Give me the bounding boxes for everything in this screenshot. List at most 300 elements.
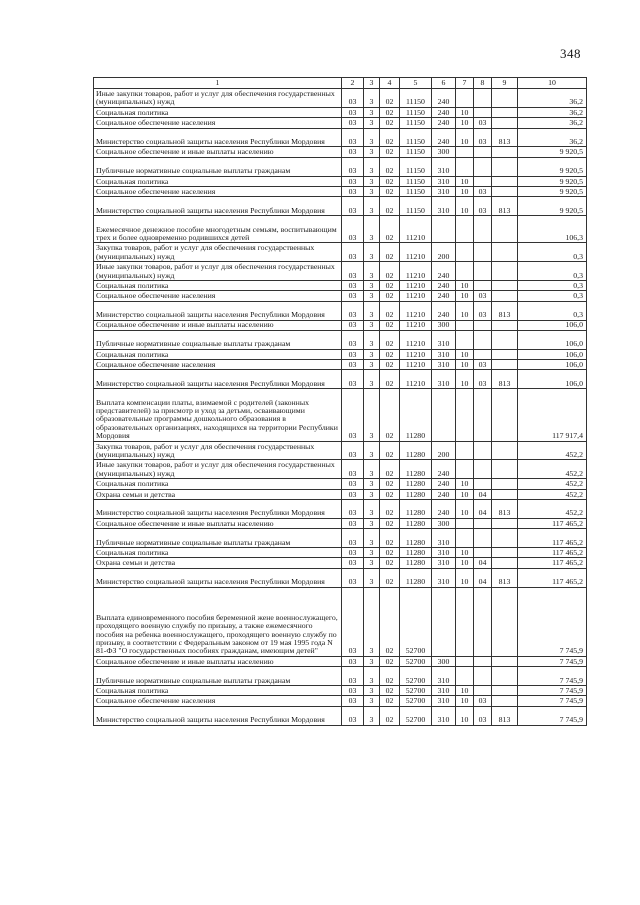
row-name-cell: Социальное обеспечение и иные выплаты населению [94,656,342,666]
row-name-cell: Публичные нормативные социальные выплаты гражданам [94,330,342,349]
code-cell-direction: 11280 [400,479,432,489]
code-cell-subprogram: 02 [380,107,400,117]
code-cell-subprogram: 02 [380,518,400,528]
code-cell-direction: 11210 [400,320,432,330]
amount-cell: 452,2 [518,489,587,499]
code-cell-ministry: 813 [492,568,518,587]
row-name-cell: Социальное обеспечение населения [94,360,342,370]
table-row [94,197,587,216]
code-cell-program: 3 [364,529,380,548]
code-cell-ministry [492,349,518,359]
code-cell-section: 10 [456,548,474,558]
table-row [94,706,587,725]
table-row [94,500,587,519]
code-cell-direction: 52700 [400,696,432,706]
code-cell-admin: 03 [342,696,364,706]
code-cell-section: 10 [456,558,474,568]
code-cell-subsection [474,667,492,686]
code-cell-expense-type [432,587,456,656]
code-cell-subsection [474,656,492,666]
code-cell-expense-type: 240 [432,301,456,320]
code-cell-program: 3 [364,360,380,370]
row-name-cell: Закупка товаров, работ и услуг для обеспечения государственных (муниципальных) нужд [94,243,342,262]
code-cell-program: 3 [364,706,380,725]
code-cell-ministry [492,696,518,706]
table-row [94,360,587,370]
amount-cell: 452,2 [518,479,587,489]
code-cell-ministry [492,118,518,128]
code-cell-section [456,89,474,108]
code-cell-admin: 03 [342,656,364,666]
code-cell-admin: 03 [342,280,364,290]
row-name-cell: Социальная политика [94,349,342,359]
table-row [94,548,587,558]
code-cell-section: 10 [456,107,474,117]
amount-cell: 117 465,2 [518,529,587,548]
table-row [94,243,587,262]
code-cell-subprogram: 02 [380,147,400,157]
code-cell-admin: 03 [342,500,364,519]
code-cell-subprogram: 02 [380,291,400,301]
code-cell-program: 3 [364,518,380,528]
code-cell-program: 3 [364,667,380,686]
code-cell-expense-type: 310 [432,197,456,216]
row-name-cell: Выплата единовременного пособия беременной жене военнослужащего, проходящего военную службу по призыву, а также ежемесячного пособия на ребенка военнослужащего, проходящего военную службу по призыву, в соответствии с Федеральным законом от 19 мая 1995 года N 81-ФЗ "О государственных пособиях гражданам, имеющим детей" [94,587,342,656]
code-cell-program: 3 [364,460,380,479]
row-name-cell: Социальное обеспечение населения [94,696,342,706]
code-cell-section [456,518,474,528]
code-cell-admin: 03 [342,685,364,695]
code-cell-direction: 11210 [400,280,432,290]
code-cell-ministry [492,147,518,157]
code-cell-subprogram: 02 [380,389,400,441]
table-row [94,558,587,568]
header-col-2: 2 [342,78,364,89]
code-cell-section [456,320,474,330]
code-cell-subprogram: 02 [380,441,400,460]
amount-cell: 106,0 [518,360,587,370]
code-cell-direction: 52700 [400,587,432,656]
code-cell-expense-type: 300 [432,320,456,330]
code-cell-admin: 03 [342,370,364,389]
code-cell-subsection: 03 [474,128,492,147]
code-cell-direction: 11280 [400,558,432,568]
code-cell-subprogram: 02 [380,568,400,587]
table-row [94,216,587,243]
table-row [94,320,587,330]
table-row [94,128,587,147]
code-cell-subprogram: 02 [380,656,400,666]
code-cell-subsection: 03 [474,696,492,706]
code-cell-subprogram: 02 [380,176,400,186]
row-name-cell: Публичные нормативные социальные выплаты гражданам [94,529,342,548]
amount-cell: 36,2 [518,118,587,128]
code-cell-direction: 11150 [400,128,432,147]
code-cell-program: 3 [364,587,380,656]
code-cell-admin: 03 [342,107,364,117]
code-cell-program: 3 [364,558,380,568]
code-cell-expense-type: 310 [432,685,456,695]
code-cell-subprogram: 02 [380,89,400,108]
code-cell-direction: 11280 [400,548,432,558]
code-cell-section: 10 [456,291,474,301]
code-cell-subprogram: 02 [380,157,400,176]
code-cell-program: 3 [364,176,380,186]
code-cell-program: 3 [364,389,380,441]
code-cell-ministry [492,280,518,290]
row-name-cell: Министерство социальной защиты населения Республики Мордовия [94,500,342,519]
code-cell-admin: 03 [342,489,364,499]
code-cell-section [456,262,474,281]
code-cell-admin: 03 [342,360,364,370]
code-cell-expense-type: 300 [432,518,456,528]
code-cell-admin: 03 [342,301,364,320]
code-cell-expense-type: 240 [432,128,456,147]
code-cell-direction: 11150 [400,176,432,186]
row-name-cell: Иные закупки товаров, работ и услуг для обеспечения государственных (муниципальных) нужд [94,460,342,479]
code-cell-section: 10 [456,280,474,290]
code-cell-section: 10 [456,500,474,519]
code-cell-ministry: 813 [492,301,518,320]
code-cell-program: 3 [364,500,380,519]
table-row [94,568,587,587]
amount-cell: 106,0 [518,320,587,330]
code-cell-section: 10 [456,360,474,370]
amount-cell: 0,3 [518,291,587,301]
code-cell-section [456,529,474,548]
amount-cell: 106,0 [518,330,587,349]
table-row [94,186,587,196]
code-cell-admin: 03 [342,548,364,558]
table-row [94,349,587,359]
code-cell-ministry [492,107,518,117]
code-cell-admin: 03 [342,176,364,186]
code-cell-direction: 11210 [400,216,432,243]
code-cell-expense-type [432,216,456,243]
code-cell-expense-type: 310 [432,548,456,558]
code-cell-direction: 11280 [400,568,432,587]
code-cell-section [456,157,474,176]
table-row [94,107,587,117]
code-cell-program: 3 [364,107,380,117]
header-col-1: 1 [94,78,342,89]
code-cell-direction: 11210 [400,301,432,320]
code-cell-subprogram: 02 [380,706,400,725]
code-cell-section: 10 [456,479,474,489]
amount-cell: 7 745,9 [518,656,587,666]
code-cell-program: 3 [364,291,380,301]
header-col-5: 5 [400,78,432,89]
amount-cell: 36,2 [518,128,587,147]
code-cell-admin: 03 [342,558,364,568]
code-cell-ministry [492,587,518,656]
row-name-cell: Министерство социальной защиты населения Республики Мордовия [94,370,342,389]
code-cell-section [456,460,474,479]
code-cell-subsection: 03 [474,197,492,216]
row-name-cell: Охрана семьи и детства [94,558,342,568]
code-cell-subprogram: 02 [380,262,400,281]
code-cell-ministry: 813 [492,128,518,147]
code-cell-admin: 03 [342,529,364,548]
table-row [94,280,587,290]
code-cell-subsection: 03 [474,370,492,389]
code-cell-direction: 11210 [400,243,432,262]
code-cell-subsection [474,389,492,441]
budget-table-container [93,77,586,726]
code-cell-expense-type: 240 [432,89,456,108]
code-cell-subsection: 04 [474,568,492,587]
code-cell-section: 10 [456,696,474,706]
code-cell-expense-type: 310 [432,360,456,370]
amount-cell: 0,3 [518,243,587,262]
code-cell-program: 3 [364,330,380,349]
amount-cell: 117 465,2 [518,558,587,568]
code-cell-subsection [474,107,492,117]
code-cell-ministry [492,262,518,281]
table-row [94,118,587,128]
code-cell-ministry [492,157,518,176]
code-cell-subprogram: 02 [380,558,400,568]
amount-cell: 7 745,9 [518,685,587,695]
code-cell-program: 3 [364,118,380,128]
code-cell-subsection [474,262,492,281]
code-cell-subprogram: 02 [380,685,400,695]
code-cell-section: 10 [456,197,474,216]
code-cell-subsection: 03 [474,706,492,725]
code-cell-expense-type: 310 [432,558,456,568]
code-cell-expense-type: 310 [432,186,456,196]
header-col-7: 7 [456,78,474,89]
code-cell-ministry [492,291,518,301]
amount-cell: 106,0 [518,370,587,389]
code-cell-subprogram: 02 [380,548,400,558]
amount-cell: 7 745,9 [518,667,587,686]
code-cell-ministry [492,360,518,370]
code-cell-expense-type: 240 [432,118,456,128]
code-cell-subprogram: 02 [380,370,400,389]
code-cell-direction: 11150 [400,147,432,157]
header-col-10: 10 [518,78,587,89]
header-col-8: 8 [474,78,492,89]
row-name-cell: Иные закупки товаров, работ и услуг для обеспечения государственных (муниципальных) нужд [94,89,342,108]
code-cell-expense-type: 240 [432,500,456,519]
row-name-cell: Социальное обеспечение населения [94,291,342,301]
table-row [94,89,587,108]
amount-cell: 36,2 [518,89,587,108]
table-row [94,389,587,441]
code-cell-ministry [492,320,518,330]
code-cell-subsection [474,89,492,108]
amount-cell: 0,3 [518,301,587,320]
code-cell-admin: 03 [342,197,364,216]
amount-cell: 0,3 [518,280,587,290]
code-cell-subsection [474,280,492,290]
code-cell-subsection [474,349,492,359]
row-name-cell: Иные закупки товаров, работ и услуг для обеспечения государственных (муниципальных) нужд [94,262,342,281]
code-cell-section [456,216,474,243]
code-cell-admin: 03 [342,667,364,686]
code-cell-admin: 03 [342,706,364,725]
code-cell-section: 10 [456,685,474,695]
code-cell-section [456,330,474,349]
code-cell-program: 3 [364,479,380,489]
code-cell-section: 10 [456,186,474,196]
code-cell-admin: 03 [342,330,364,349]
code-cell-direction: 11210 [400,262,432,281]
code-cell-subsection: 03 [474,301,492,320]
amount-cell: 9 920,5 [518,157,587,176]
table-row [94,441,587,460]
table-row [94,696,587,706]
code-cell-ministry [492,529,518,548]
code-cell-program: 3 [364,186,380,196]
row-name-cell: Социальное обеспечение и иные выплаты населению [94,320,342,330]
code-cell-expense-type [432,389,456,441]
table-row [94,157,587,176]
code-cell-direction: 11210 [400,330,432,349]
code-cell-admin: 03 [342,157,364,176]
code-cell-program: 3 [364,320,380,330]
row-name-cell: Публичные нормативные социальные выплаты гражданам [94,667,342,686]
code-cell-direction: 11150 [400,118,432,128]
code-cell-subprogram: 02 [380,216,400,243]
table-row [94,262,587,281]
code-cell-subprogram: 02 [380,349,400,359]
table-row [94,370,587,389]
code-cell-program: 3 [364,441,380,460]
code-cell-admin: 03 [342,587,364,656]
code-cell-direction: 52700 [400,656,432,666]
row-name-cell: Социальная политика [94,685,342,695]
code-cell-subsection: 04 [474,500,492,519]
code-cell-subprogram: 02 [380,587,400,656]
code-cell-ministry [492,330,518,349]
amount-cell: 117 917,4 [518,389,587,441]
code-cell-subsection [474,685,492,695]
code-cell-section: 10 [456,568,474,587]
code-cell-section [456,441,474,460]
amount-cell: 106,0 [518,349,587,359]
row-name-cell: Охрана семьи и детства [94,489,342,499]
code-cell-admin: 03 [342,186,364,196]
code-cell-program: 3 [364,685,380,695]
code-cell-ministry: 813 [492,370,518,389]
code-cell-subsection [474,243,492,262]
code-cell-direction: 11280 [400,460,432,479]
code-cell-direction: 11210 [400,370,432,389]
code-cell-program: 3 [364,128,380,147]
code-cell-subprogram: 02 [380,479,400,489]
code-cell-admin: 03 [342,389,364,441]
code-cell-program: 3 [364,243,380,262]
code-cell-admin: 03 [342,460,364,479]
row-name-cell: Министерство социальной защиты населения Республики Мордовия [94,568,342,587]
row-name-cell: Министерство социальной защиты населения Республики Мордовия [94,706,342,725]
code-cell-program: 3 [364,89,380,108]
row-name-cell: Выплата компенсации платы, взимаемой с родителей (законных представителей) за присмотр и уход за детьми, осваивающими образовательные программы дошкольного образования в образовательных организациях, находящихся на территории Республики Мордовия [94,389,342,441]
code-cell-section [456,587,474,656]
code-cell-program: 3 [364,349,380,359]
row-name-cell: Социальное обеспечение населения [94,118,342,128]
code-cell-program: 3 [364,280,380,290]
code-cell-section [456,147,474,157]
amount-cell: 452,2 [518,500,587,519]
code-cell-ministry [492,89,518,108]
code-cell-expense-type: 310 [432,696,456,706]
code-cell-direction: 11210 [400,349,432,359]
table-row [94,667,587,686]
code-cell-section: 10 [456,301,474,320]
code-cell-subsection [474,587,492,656]
code-cell-subprogram: 02 [380,667,400,686]
table-row [94,176,587,186]
code-cell-expense-type: 310 [432,667,456,686]
code-cell-program: 3 [364,147,380,157]
code-cell-program: 3 [364,568,380,587]
code-cell-section [456,389,474,441]
code-cell-subsection [474,176,492,186]
code-cell-subsection [474,479,492,489]
code-cell-program: 3 [364,489,380,499]
table-row [94,460,587,479]
table-row [94,147,587,157]
code-cell-section: 10 [456,118,474,128]
code-cell-admin: 03 [342,262,364,281]
code-cell-subprogram: 02 [380,128,400,147]
row-name-cell: Социальная политика [94,176,342,186]
code-cell-expense-type: 200 [432,441,456,460]
header-col-3: 3 [364,78,380,89]
code-cell-direction: 11210 [400,291,432,301]
code-cell-subsection [474,330,492,349]
code-cell-admin: 03 [342,349,364,359]
code-cell-section: 10 [456,128,474,147]
code-cell-direction: 11150 [400,157,432,176]
code-cell-admin: 03 [342,518,364,528]
table-row [94,301,587,320]
code-cell-admin: 03 [342,479,364,489]
code-cell-subprogram: 02 [380,186,400,196]
code-cell-program: 3 [364,370,380,389]
table-row [94,330,587,349]
code-cell-section [456,656,474,666]
code-cell-direction: 52700 [400,685,432,695]
amount-cell: 9 920,5 [518,197,587,216]
code-cell-expense-type: 240 [432,262,456,281]
code-cell-expense-type: 310 [432,529,456,548]
header-col-9: 9 [492,78,518,89]
code-cell-admin: 03 [342,441,364,460]
header-row [94,78,587,89]
code-cell-expense-type: 240 [432,479,456,489]
amount-cell: 9 920,5 [518,186,587,196]
code-cell-section: 10 [456,176,474,186]
code-cell-direction: 11280 [400,489,432,499]
code-cell-expense-type: 310 [432,330,456,349]
code-cell-admin: 03 [342,320,364,330]
code-cell-expense-type: 200 [432,243,456,262]
code-cell-subprogram: 02 [380,243,400,262]
code-cell-expense-type: 310 [432,370,456,389]
code-cell-subsection [474,157,492,176]
header-col-4: 4 [380,78,400,89]
code-cell-ministry [492,479,518,489]
code-cell-admin: 03 [342,128,364,147]
table-row [94,656,587,666]
code-cell-subprogram: 02 [380,460,400,479]
code-cell-direction: 11280 [400,500,432,519]
code-cell-expense-type: 310 [432,706,456,725]
